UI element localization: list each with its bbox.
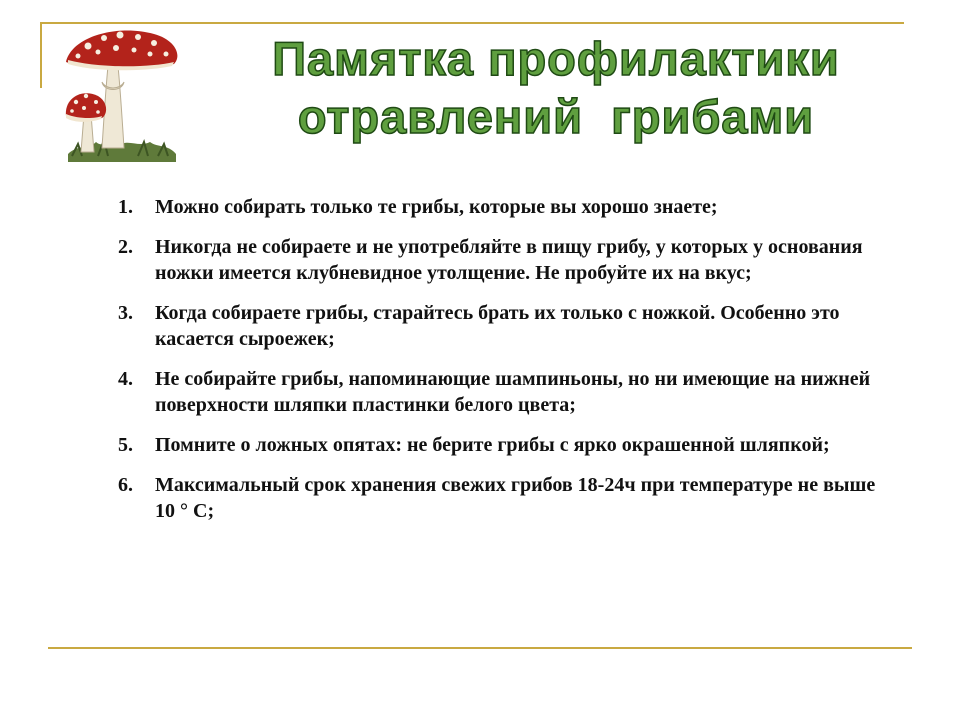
list-item: [118, 472, 878, 524]
item-text: Помните о ложных опятах: не берите грибы с ярко окрашенной шляпкой;: [155, 434, 830, 456]
item-number: 4.: [118, 368, 133, 390]
slide-title: [196, 30, 916, 146]
title-line-2: отравлений грибами: [297, 90, 815, 143]
item-text: Когда собираете грибы, старайтесь брать их только с ножкой. Особенно это касается сыроежек;: [155, 302, 840, 350]
item-number: 1.: [118, 196, 133, 218]
item-text: Не собирайте грибы, напоминающие шампиньоны, но ни имеющие на нижней поверхности шляпки пластинки белого цвета;: [155, 368, 871, 416]
item-number: 3.: [118, 302, 133, 324]
left-divider: [40, 22, 42, 88]
item-text: Можно собирать только те грибы, которые вы хорошо знаете;: [155, 196, 718, 218]
fly-agaric-mushrooms-icon: [58, 26, 186, 166]
list-item: [118, 234, 878, 286]
bottom-divider: [48, 647, 912, 649]
item-text: Никогда не собираете и не употребляйте в пищу грибу, у которых у основания ножки имеется клубневидное утолщение. Не пробуйте их на вкус;: [155, 236, 863, 284]
top-divider: [40, 22, 904, 24]
item-text: Максимальный срок хранения свежих грибов 18-24ч при температуре не выше 10 ° С;: [155, 474, 876, 522]
title-line-1: Памятка профилактики: [272, 32, 840, 85]
list-item: [118, 300, 878, 352]
list-item: [118, 366, 878, 418]
list-item: [118, 432, 878, 458]
list-item: [118, 194, 878, 220]
item-number: 5.: [118, 434, 133, 456]
item-number: 2.: [118, 236, 133, 258]
item-number: 6.: [118, 474, 133, 496]
tips-list: [118, 194, 878, 538]
